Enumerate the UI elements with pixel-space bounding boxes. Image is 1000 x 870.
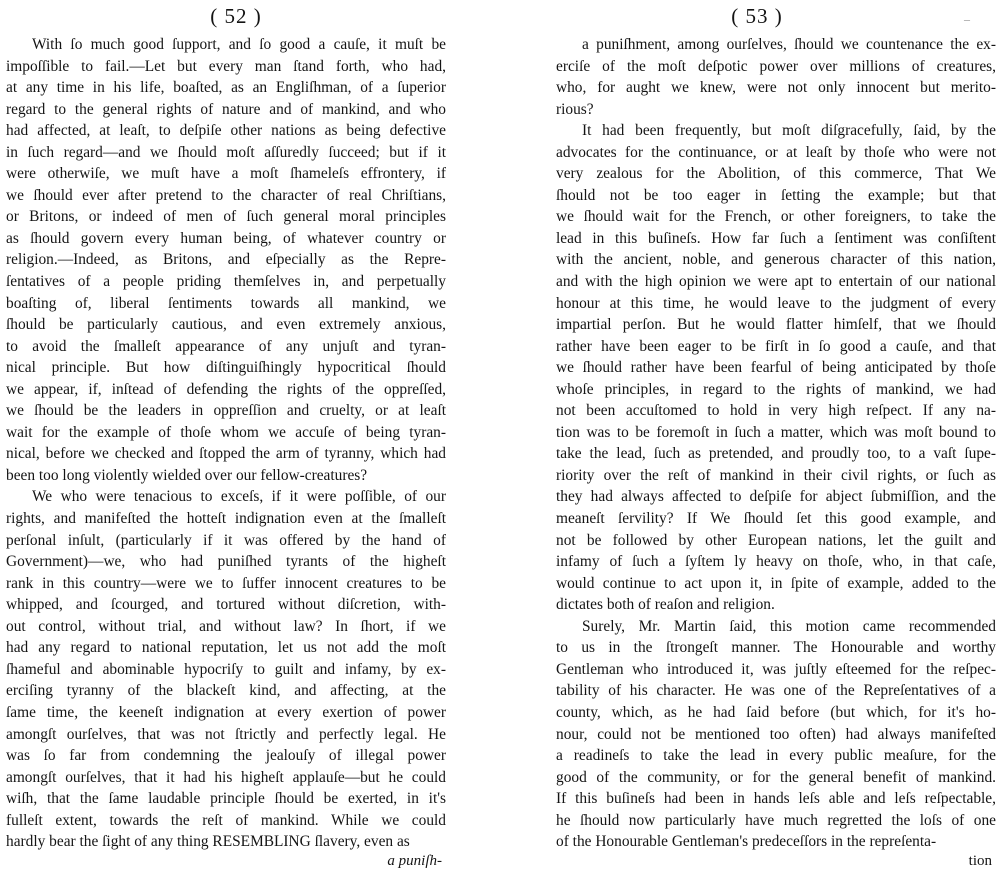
text-line: rights, and manifeſted the hotteſt indignation even at the ſmalleſt xyxy=(6,510,446,528)
text-line: we ſhould ever after pretend to the character of real Chriſtians, xyxy=(6,186,446,204)
left-page xyxy=(6,0,446,870)
text-line: erciſing tyranny of the blackeſt kind, and affecting, at the xyxy=(6,682,446,700)
text-line: rank in this country—were we to ſuffer innocent creatures to be xyxy=(6,574,446,592)
text-line: boaſting of, liberal ſentiments towards all mankind, we xyxy=(6,294,446,312)
text-line: not been accuſtomed to hold in very high reſpect. If any na- xyxy=(556,402,996,420)
text-line: who, for aught we knew, were not only innocent but merito- xyxy=(556,79,996,97)
text-line: rather have been eager to be firſt in ſo good a cauſe, and that xyxy=(556,337,996,355)
text-line: we ſhould be the leaders in oppreſſion and cruelty, or at leaſt xyxy=(6,402,446,420)
text-line: Surely, Mr. Martin ſaid, this motion came recommended xyxy=(582,617,996,635)
text-line: Government)—we, who had puniſhed tyrants of the higheſt xyxy=(6,553,446,571)
text-line: county, which, as he had ſaid before (but which, for it's ho- xyxy=(556,703,996,721)
text-line: not be followed by other European nations, let the guilt and xyxy=(556,531,996,549)
text-line: out control, without trial, and without law? In ſhort, if we xyxy=(6,617,446,635)
text-line: to avoid the ſmalleſt appearance of any unjuſt and tyran- xyxy=(6,337,446,355)
text-line: we ſhould wait for the French, or other foreigners, to take the xyxy=(556,208,996,226)
text-line: religion.—Indeed, as Britons, and eſpecially as the Repre- xyxy=(6,251,446,269)
text-line: rious? xyxy=(556,100,594,118)
text-line: whoſe principles, in regard to the rights of mankind, we had xyxy=(556,380,996,398)
text-line: nical principle. But how diſtinguiſhingly hypocritical ſhould xyxy=(6,359,446,377)
text-line: with the ancient, noble, and generous character of this nation, xyxy=(556,251,996,269)
text-line: nical, before we checked and ſtopped the arm of tyranny, which had xyxy=(6,445,446,463)
text-line: ſhameful and abominable hypocriſy to guilt and infamy, by ex- xyxy=(6,660,446,678)
text-line: whipped, and ſcourged, and tortured without diſcretion, with- xyxy=(6,596,446,614)
text-line: had any regard to national reputation, let us not add the moſt xyxy=(6,639,446,657)
text-line: We who were tenacious to exceſs, if it were poſſible, of our xyxy=(32,488,446,506)
text-line: If this buſineſs had been in hands leſs able and leſs reſpectable, xyxy=(556,790,996,808)
paragraph xyxy=(6,34,446,486)
text-line: at any time in his life, boaſted, as an Engliſhman, of a ſuperior xyxy=(6,79,446,97)
text-line: and with the high opinion we were apt to entertain of our national xyxy=(556,273,996,291)
text-line: hardly bear the ſight of any thing RESEMBLING ſlavery, even as xyxy=(6,833,410,851)
text-line: a readineſs to take the lead in every public meaſure, for the xyxy=(556,747,996,765)
catchword: a puniſh- xyxy=(387,852,442,869)
paragraph xyxy=(556,120,996,616)
text-line: take the lead, ſuch as pretended, and proudly too, to a vaſt ſupe- xyxy=(556,445,996,463)
text-line: were otherwiſe, we muſt have a moſt ſhameleſs effrontery, if xyxy=(6,165,446,183)
text-line: good of the community, or for the general benefit of mankind. xyxy=(556,768,996,786)
text-line: to us in the ſtrongeſt manner. The Honourable and worthy xyxy=(556,639,996,657)
catchword: tion xyxy=(968,852,992,869)
text-line: was ſo far from condemning the jealouſy of illegal power xyxy=(6,747,446,765)
page-number: ( 53 ) xyxy=(731,4,783,28)
text-line: regard to the general rights of nature and of mankind, and who xyxy=(6,100,446,118)
text-line: With ſo much good ſupport, and ſo good a cauſe, it muſt be xyxy=(32,36,446,53)
right-body-text xyxy=(556,34,996,853)
text-line: tability of his character. He was one of the Repreſentatives of a xyxy=(556,682,996,700)
text-line: amongſt ourſelves, that it had his higheſt applauſe—but he could xyxy=(6,768,446,786)
text-line: infamy of ſuch a ſyſtem ly heavy on thoſe, who, in that caſe, xyxy=(556,553,996,571)
text-line: dictates both of reaſon and religion. xyxy=(556,596,775,614)
paragraph xyxy=(6,486,446,852)
text-line: tion was to be foremoſt in ſuch a matter, which was moſt bound to xyxy=(556,423,996,441)
text-line: wait for the example of thoſe whom we accuſe of being tyran- xyxy=(6,423,446,441)
text-line: lead in this buſineſs. How far ſuch a ſentiment was conſiſtent xyxy=(556,229,996,247)
text-line: amongſt ourſelves, that was not ſtrictly and perfectly legal. He xyxy=(6,725,446,743)
text-line: we appear, if, inſtead of defending the rights of the oppreſſed, xyxy=(6,380,446,398)
text-line: would continue to act upon it, in ſpite of example, added to the xyxy=(556,574,996,592)
text-line: wiſh, that the ſame laudable principle ſhould be exerted, in it's xyxy=(6,790,446,808)
text-line: had affected, at leaſt, to deſpiſe other nations as being defective xyxy=(6,122,446,140)
text-line: they had always affected to deſpiſe for abject ſubmiſſion, and the xyxy=(556,488,996,506)
text-line: very zealous for the Abolition, of this commerce, That We xyxy=(556,165,996,183)
text-line: or Britons, or indeed of men of ſuch general moral principles xyxy=(6,208,446,226)
text-line: of the Honourable Gentleman's predeceſſors in the repreſenta- xyxy=(556,833,937,851)
text-line: Gentleman who introduced it, was juſtly eſteemed for the reſpec- xyxy=(556,660,996,678)
text-line: impartial perſon. But he would flatter himſelf, that we ſhould xyxy=(556,316,996,334)
text-line: in ſuch regard—and we ſhould moſt aſſuredly ſucceed; but if it xyxy=(6,143,446,161)
text-line: fulleſt extent, towards the reſt of mankind. While we could xyxy=(6,811,446,829)
text-line: riority over the reſt of mankind in their civil rights, or ſuch as xyxy=(556,466,996,484)
paragraph xyxy=(556,34,996,120)
text-line: impoſſible to fail.—Let but every man ſtand forth, who had, xyxy=(6,57,446,75)
paragraph xyxy=(556,616,996,853)
page-number: ( 52 ) xyxy=(210,4,262,28)
text-line: advocates for the continuance, or at leaſt by thoſe who were not xyxy=(556,143,996,161)
text-line: as ſhould govern every human being, of whatever country or xyxy=(6,229,446,247)
text-line: nour, could not be mentioned too often) had always manifeſted xyxy=(556,725,996,743)
text-line: we ſhould rather have been fearful of being anticipated by thoſe xyxy=(556,359,996,377)
text-line: ſhould not be too eager in ſetting the example; but that xyxy=(556,186,996,204)
text-line: It had been frequently, but moſt diſgracefully, ſaid, by the xyxy=(582,122,996,140)
stray-mark: – xyxy=(964,12,970,26)
text-line: ſhould be particularly cautious, and even extremely anxious, xyxy=(6,316,446,334)
right-page xyxy=(556,0,996,870)
text-line: a puniſhment, among ourſelves, ſhould we countenance the ex- xyxy=(582,36,996,53)
text-line: meaneſt ſervility? If We ſhould ſet this good example, and xyxy=(556,510,996,528)
text-line: perſonal inſult, (particularly if it was offered by the hand of xyxy=(6,531,446,549)
text-line: honour at this time, he would leave to the judgment of every xyxy=(556,294,996,312)
text-line: been too long violently wielded over our fellow-creatures? xyxy=(6,466,368,484)
text-line: ſame time, the keeneſt indignation at every exertion of power xyxy=(6,703,446,721)
text-line: ſentatives of a people priding themſelves in, and perpetually xyxy=(6,273,446,291)
left-body-text xyxy=(6,34,446,853)
text-line: he ſhould now particularly have much regretted the loſs of one xyxy=(556,811,996,829)
text-line: erciſe of the moſt deſpotic power over millions of creatures, xyxy=(556,57,996,75)
